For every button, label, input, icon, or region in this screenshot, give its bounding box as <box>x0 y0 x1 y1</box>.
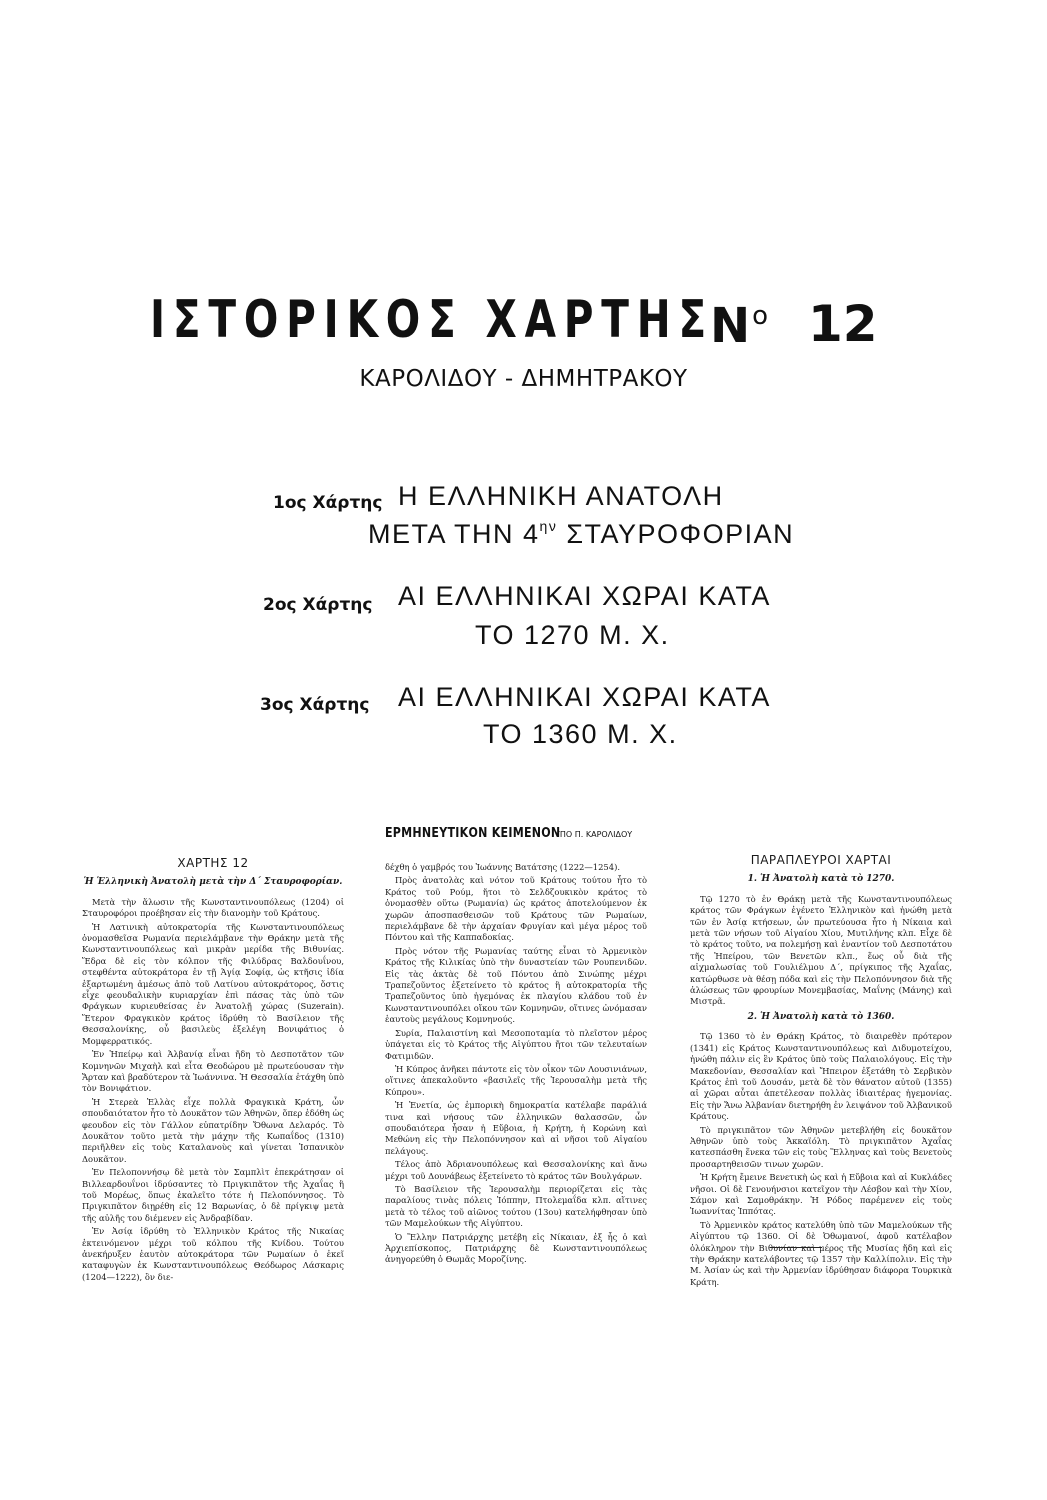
section-1-title: 1. Ἡ Ἀνατολὴ κατὰ τὸ 1270. <box>747 874 895 885</box>
column-left-paragraph: Ἐν Ἠπείρῳ καὶ Ἀλβανίᾳ εἶναι ἤδη τὸ Δεσποτᾶτον τῶν Κομνηνῶν Μιχαὴλ καὶ εἶτα Θεοδώρου μὲ πρωτεύουσαν τὴν Ἄρταν καὶ βραδύτερον τὰ Ἰωάννινα. Ἡ Θεσσαλία ἐτάχθη ὑπὸ τὸν Βονιφάτιον. <box>82 1049 344 1094</box>
commentary-author: ΥΠΟ Π. ΚΑΡΟΛΙΔΟΥ <box>555 830 633 839</box>
authors-line: ΚΑΡΟΛΙΔΟΥ - ΔΗΜΗΤΡΑΚΟΥ <box>359 366 688 392</box>
map-1-label: 1ος Χάρτης <box>273 493 383 513</box>
commentary-heading: ΕΡΜΗΝΕΥΤΙΚΟΝ ΚΕΙΜΕΝΟΝ <box>385 826 561 841</box>
column-left-heading: ΧΑΡΤΗΣ 12 <box>177 856 249 870</box>
column-left-subheading: Ἡ Ἑλληνικὴ Ἀνατολὴ μετὰ τὴν Δ΄ Σταυροφορίαν. <box>83 877 343 888</box>
column-middle-paragraph: Πρὸς νότον τῆς Ρωμανίας ταύτης εἶναι τὸ Ἀρμενικὸν Κράτος τῆς Κιλικίας ὑπὸ τὴν δυναστείαν τῶν Ρουπενιδῶν. Εἰς τὰς ἀκτὰς δὲ τοῦ Πόντου ἀπὸ Σινώπης μέχρι Τραπεζοῦντος ἐξετείνετο τὸ κράτος ἢ αὐτοκρατορία τῆς Τραπεζοῦντος ὑπὸ ἡγεμόνας ἐκ πλαγίου κλάδου τοῦ ἐν Κωνσταντινουπόλει οἴκου τῶν Κομνηνῶν, οἵτινες ὠνόμασαν ἑαυτοὺς μεγάλους Κομνηνούς. <box>385 945 647 1025</box>
section-2-title: 2. Ἡ Ἀνατολὴ κατὰ τὸ 1360. <box>747 1011 895 1022</box>
map-1-line2-sup: ην <box>539 518 558 534</box>
map-1-line2-post: ΣΤΑΥΡΟΦΟΡΙΑΝ <box>557 519 795 549</box>
column-middle-paragraph: δέχθη ὁ γαμβρός του Ἰωάννης Βατάτσης (1222—1254). <box>385 862 620 872</box>
column-left-paragraph: Μετὰ τὴν ἅλωσιν τῆς Κωνσταντινουπόλεως (1204) οἱ Σταυροφόροι προέβησαν εἰς τὴν διανομὴν τοῦ Κράτους. <box>82 896 344 919</box>
column-right-paragraph: Τὸ Ἀρμενικὸν κράτος κατελύθη ὑπὸ τῶν Μαμελούκων τῆς Αἰγύπτου τῷ 1360. Οἱ δὲ Ὀθωμανοί, ἀφοῦ κατέλαβον ὁλόκληρον τὴν Βιθυνίαν καὶ μέρος τῆς Μυσίας ἤδη καὶ εἰς τὴν Θράκην κατελάβοντες τῷ 1357 τὴν Καλλίπολιν. Εἰς τὴν Μ. Ἀσίαν ὡς καὶ τὴν Ἀρμενίαν ἱδρύθησαν διάφορα Τουρκικὰ Κράτη. <box>690 1219 952 1287</box>
number-sign-letter: N <box>710 298 751 354</box>
column-right-paragraph: Τῷ 1360 τὸ ἐν Θράκῃ Κράτος, τὸ διαιρεθὲν πρότερον (1341) εἰς Κράτος Κωνσταντινουπόλεως καὶ Διδυμοτείχου, ἡνώθη πάλιν εἰς ἓν Κράτος ὑπὸ τοὺς Παλαιολόγους. Εἰς τὴν Μακεδονίαν, Θεσσαλίαν καὶ Ἤπειρον ἐξετάθη τὸ Σερβικὸν Κράτος ἐπὶ τοῦ Δουσάν, μετὰ δὲ τὸν θάνατον αὐτοῦ (1355) αἱ χῶραι αὗται ἀπετέλεσαν πολλὰς ἰδιαιτέρας ἡγεμονίας. Εἰς τὴν Ἄνω Ἀλβανίαν διετηρήθη ἐν λειψάνον τοῦ Ἀλβανικοῦ Κράτους. <box>690 1031 952 1122</box>
map-1-title-line1: Η ΕΛΛΗΝΙΚΗ ΑΝΑΤΟΛΗ <box>398 481 724 511</box>
column-middle-paragraph: Πρὸς ἀνατολὰς καὶ νότον τοῦ Κράτους τούτου ἦτο τὸ Κράτος τοῦ Ρούμ, ἤτοι τὸ Σελδζουκικὸν κράτος τὸ ὀνομασθὲν οὕτω (Ρωμανία) ὡς κράτος ἀποτελούμενον ἐκ χωρῶν ἀποσπασθεισῶν τοῦ Κράτους τῶν Ρωμαίων, περιελάμβανε δὲ τὴν ἀρχαίαν Φρυγίαν καὶ μέγα μέρος τοῦ Πόντου καὶ τῆς Καππαδοκίας. <box>385 875 647 943</box>
map-1-line2-pre: ΜΕΤΑ ΤΗΝ 4 <box>368 519 540 549</box>
number-sign-sup: o <box>752 301 769 331</box>
map-3-title-line2: ΤΟ 1360 Μ. Χ. <box>483 719 678 749</box>
column-middle-paragraph: Ἡ Ἑνετία, ὡς ἐμπορικὴ δημοκρατία κατέλαβε παράλιά τινα καὶ νήσους τῶν ἑλληνικῶν θαλασσῶν, ὧν σπουδαιότερα ἦσαν ἡ Εὔβοια, ἡ Κρήτη, ἡ Κορώνη καὶ Μεθώνη εἰς τὴν Πελοπόννησον καὶ αἱ νῆσοι τοῦ Αἰγαίου πελάγους. <box>385 1100 647 1156</box>
column-left-paragraph: Ἡ Λατινικὴ αὐτοκρατορία τῆς Κωνσταντινουπόλεως ὀνομασθεῖσα Ρωμανία περιελάμβανε τὴν Θράκην μετὰ τῆς Κωνσταντινουπόλεως καὶ μικρὰν μερίδα τῆς Βιθυνίας. Ἕδρα δὲ εἰς τὸν κόλπον τῆς Φιλύδρας Βαλδουΐνου, στεφθέντα αὐτοκράτορα ἐν τῇ Ἁγίᾳ Σοφίᾳ, ὡς κτῆσις ἰδία ἐξαρτωμένη ἀμέσως ἀπὸ τοῦ Λατίνου αὐτοκράτορος, ὅστις εἶχε φεουδαλικὴν κυριαρχίαν ἐπὶ πάσας τὰς ὑπὸ τῶν Φράγκων κυριευθείσας ἐν Ἀνατολῇ χώρας (Suzerain). Ἕτερον Φραγκικὸν κράτος ἱδρύθη τὸ Βασίλειον τῆς Θεσσαλονίκης, οὗ βασιλεὺς ἐξελέγη Βονιφάτιος ὁ Μομφερρατικός. <box>82 921 344 1046</box>
column-left <box>82 858 344 1285</box>
column-right-heading: ΠΑΡΑΠΛΕΥΡΟΙ ΧΑΡΤΑΙ <box>750 853 892 867</box>
column-right-paragraph: Ἡ Κρήτη ἔμεινε Βενετικὴ ὡς καὶ ἡ Εὔβοια καὶ αἱ Κυκλάδες νῆσοι. Οἱ δὲ Γενουήνσιοι κατεῖχον τὴν Λέσβον καὶ τὴν Χίον, Σάμον καὶ Σαμοθράκην. Ἡ Ρόδος παρέμενεν εἰς τοὺς Ἰωαννίτας Ἱππότας. <box>690 1172 952 1217</box>
map-2-title-line1: ΑΙ ΕΛΛΗΝΙΚΑΙ ΧΩΡΑΙ ΚΑΤΑ <box>398 581 771 611</box>
column-middle <box>385 862 647 1268</box>
map-3-title-line1: ΑΙ ΕΛΛΗΝΙΚΑΙ ΧΩΡΑΙ ΚΑΤΑ <box>398 682 771 712</box>
column-right-paragraph: Τῷ 1270 τὸ ἐν Θράκῃ μετὰ τῆς Κωνσταντινουπόλεως κράτος τῶν Φράγκων ἐγένετο Ἑλληνικὸν καὶ ἡνώθη μετὰ τῶν ἐν Ἀσίᾳ κτήσεων, ὧν πρωτεύουσα ἦτο ἡ Νίκαια καὶ μετὰ τῶν νήσων τοῦ Αἰγαίου Χίου, Μυτιλήνης κλπ. Εἶχε δὲ τὸ κράτος τοῦτο, να πολεμήσῃ καὶ ἐναντίον τοῦ Δεσποτάτου τῆς Ἠπείρου, τῶν Βενετῶν κλπ., ἕως οὗ διὰ τῆς αἰχμαλωσίας τοῦ Γουλιέλμου Δ΄, πρίγκιπος τῆς Ἀχαΐας, κατώρθωσε νὰ θέσῃ πόδα καὶ εἰς τὴν Πελοπόννησον διὰ τῆς ἀλώσεως τῶν φρουρίων Μονεμβασίας, Μαΐνης (Μάνης) καὶ Μιστρᾶ. <box>690 893 952 1007</box>
column-middle-paragraph: Τέλος ἀπὸ Ἀδριανουπόλεως καὶ Θεσσαλονίκης καὶ ἄνω μέχρι τοῦ Δουνάβεως ἐξετείνετο τὸ κράτος τῶν Βουλγάρων. <box>385 1159 647 1181</box>
map-3-label: 3ος Χάρτης <box>260 695 370 715</box>
column-middle-paragraph: Συρία, Παλαιστίνη καὶ Μεσοποταμία τὸ πλεῖστον μέρος ὑπάγεται εἰς τὸ Κράτος τῆς Αἰγύπτου ἤτοι τῶν τελευταίων Φατιμιδῶν. <box>385 1027 647 1061</box>
map-number: 12 <box>808 295 878 353</box>
column-right <box>690 855 952 1290</box>
column-left-paragraph: Ἐν Πελοποννήσῳ δὲ μετὰ τὸν Σαμπλὶτ ἐπεκράτησαν οἱ Βιλλεαρδουΐνοι ἱδρύσαντες τὸ Πριγκιπᾶτον τῆς Ἀχαΐας ἢ τοῦ Μορέως, ὅπως ἐκαλεῖτο τότε ἡ Πελοπόννησος. Τὸ Πριγκιπᾶτον διῃρέθη εἰς 12 Βαρωνίας, ὁ δὲ πρίγκιψ μετὰ τῆς αὐλῆς του διέμενεν εἰς Ἀνδραβίδαν. <box>82 1167 344 1223</box>
map-1-title-line2 <box>368 518 794 550</box>
column-middle-paragraph: Ἡ Κύπρος ἀνῆκει πάντοτε εἰς τὸν οἶκον τῶν Λουσινιάνων, οἵτινες ἀπεκαλοῦντο «βασιλεῖς τῆς Ἱερουσαλὴμ μετὰ τῆς Κύπρου». <box>385 1063 647 1097</box>
closing-rule <box>770 1247 822 1248</box>
page-title: ΙΣΤΟΡΙΚΟΣ ΧΑΡΤΗΣ <box>150 290 715 350</box>
column-middle-paragraph: Τὸ Βασίλειον τῆς Ἱερουσαλὴμ περιορίζεται εἰς τὰς παραλίους τινὰς πόλεις Ἰόππην, Πτολεμαΐδα κλπ. αἵτινες μετὰ τὸ τέλος τοῦ αἰῶνος τούτου (13ου) κατελήφθησαν ὑπὸ τῶν Μαμελούκων τῆς Αἰγύπτου. <box>385 1183 647 1229</box>
map-2-title-line2: ΤΟ 1270 Μ. Χ. <box>475 620 670 650</box>
map-2-label: 2ος Χάρτης <box>263 595 373 615</box>
column-middle-paragraph: Ὁ Ἕλλην Πατριάρχης μετέβη εἰς Νίκαιαν, ἐξ ἧς ὁ καὶ Ἀρχιεπίσκοπος, Πατριάρχης δὲ Κωνσταντινουπόλεως ἀνηγορεύθη ὁ Θωμᾶς Μοροζίνης. <box>385 1231 647 1265</box>
column-right-paragraph: Τὸ πριγκιπᾶτον τῶν Ἀθηνῶν μετεβλήθη εἰς δουκᾶτον Ἀθηνῶν ὑπὸ τοὺς Ἀκκαϊόλη. Τὸ πριγκιπᾶτον Ἀχαΐας κατεσπάσθη ἕνεκα τῶν εἰς τοὺς Ἕλληνας καὶ τοὺς Βενετοὺς προσαρτηθεισῶν τινων χωρῶν. <box>690 1124 952 1169</box>
column-left-paragraph: Ἡ Στερεὰ Ἑλλὰς εἶχε πολλὰ Φραγκικὰ Κράτη, ὧν σπουδαιότατον ἦτο τὸ Δουκᾶτον τῶν Ἀθηνῶν, ὅπερ ἐδόθη ὡς φεουδον εἰς τὸν Γάλλον εὐπατρίδην Ὄθωνα Δελαρός. Τὸ Δουκᾶτον τοῦτο μετὰ τὴν μάχην τῆς Κωπαΐδος (1310) περιῆλθεν εἰς τοὺς Καταλανοὺς καὶ γίνεται Ἱσπανικὸν Δουκᾶτον. <box>82 1096 344 1164</box>
column-left-paragraph: Ἐν Ἀσίᾳ ἱδρύθη τὸ Ἑλληνικὸν Κράτος τῆς Νικαίας ἐκτεινόμενον μέχρι τοῦ κόλπου τῆς Κνίδου. Τούτου ἀνεκήρυξεν ἑαυτὸν αὐτοκράτορα τῶν Ρωμαίων ὁ ἐκεῖ καταφυγὼν ἐκ Κωνσταντινουπόλεως Θεόδωρος Λάσκαρις (1204—1222), ὃν διε- <box>82 1226 344 1282</box>
number-sign <box>710 298 768 354</box>
